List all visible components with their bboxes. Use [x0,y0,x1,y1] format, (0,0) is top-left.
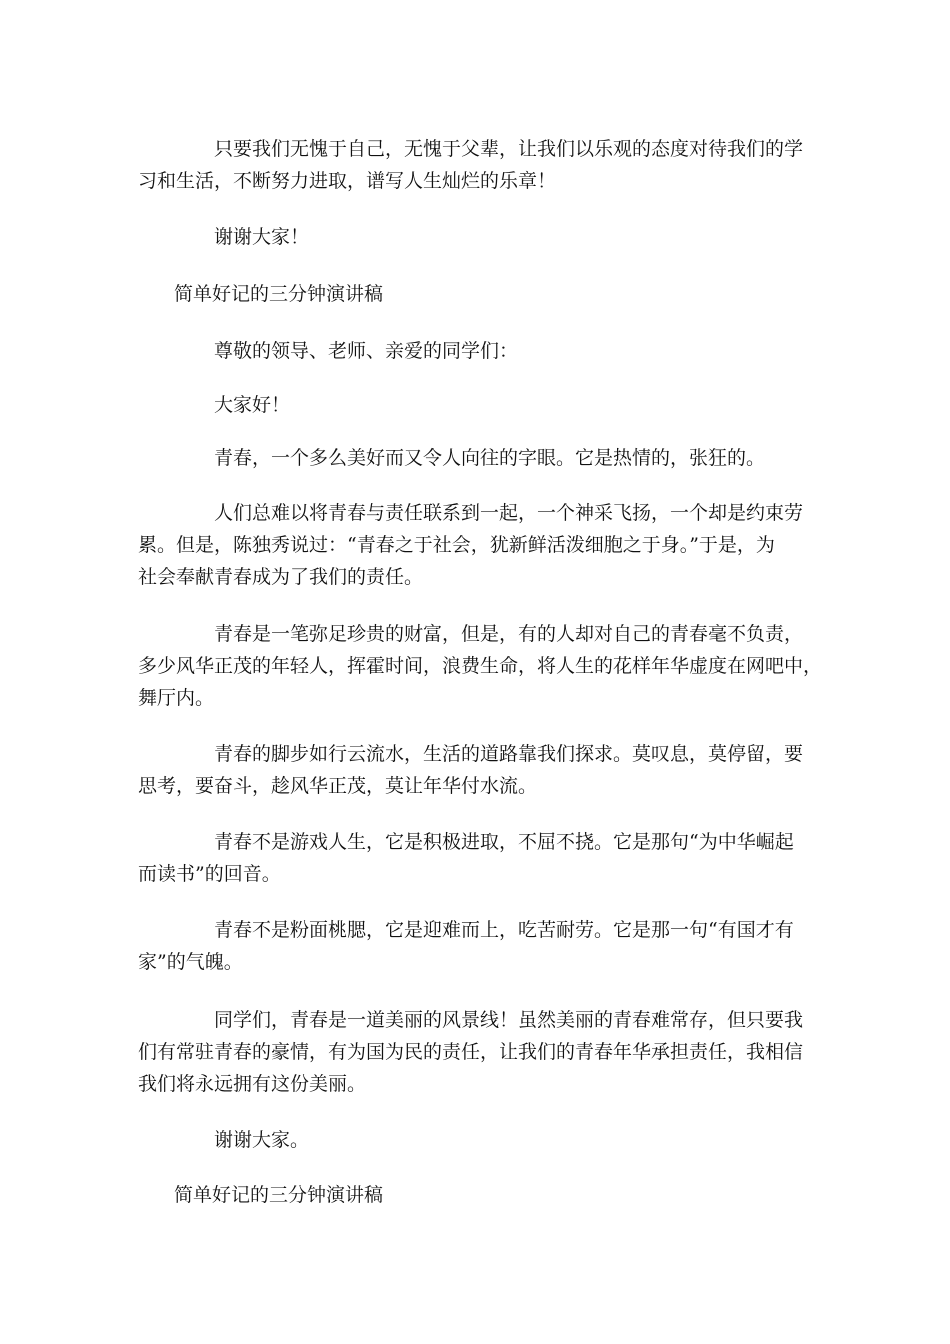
text-line: 青春不是游戏人生，它是积极进取，不屈不挠。它是那句“为中华崛起 [214,831,794,853]
text-line: 只要我们无愧于自己，无愧于父辈，让我们以乐观的态度对待我们的学 [214,138,804,160]
text-line: 青春不是粉面桃腮，它是迎难而上，吃苦耐劳。它是那一句“有国才有 [214,919,794,941]
paragraph-closing-1 [138,133,818,197]
paragraph-greeting [138,389,818,421]
text-line: 大家好！ [214,394,291,416]
paragraph-salutation [138,335,818,367]
paragraph-youth-not-game [138,826,818,890]
paragraph-thanks-1 [138,221,818,253]
text-line: 青春是一笔弥足珍贵的财富，但是，有的人却对自己的青春毫不负责， [214,623,804,645]
text-line: 社会奉献青春成为了我们的责任。 [138,566,424,588]
paragraph-youth-intro [138,442,818,474]
paragraph-thanks-2 [138,1124,818,1156]
text-line: 谢谢大家。 [214,1129,310,1151]
text-line: 家”的气魄。 [138,951,243,973]
text-line: 思考，要奋斗，趁风华正茂，莫让年华付水流。 [138,775,538,797]
section-heading-1 [138,278,818,310]
text-line: 而读书”的回音。 [138,863,281,885]
paragraph-youth-scenery [138,1004,818,1100]
text-line: 舞厅内。 [138,687,215,709]
text-line: 们有常驻青春的豪情，有为国为民的责任，让我们的青春年华承担责任，我相信 [138,1041,804,1063]
text-line: 多少风华正茂的年轻人，挥霍时间，浪费生命，将人生的花样年华虚度在网吧中， [138,655,823,677]
text-line: 我们将永远拥有这份美丽。 [138,1073,367,1095]
section-heading-2 [138,1179,818,1211]
text-line: 习和生活，不断努力进取，谱写人生灿烂的乐章！ [138,170,557,192]
paragraph-youth-wealth [138,618,823,714]
paragraph-youth-steps [138,738,818,802]
paragraph-youth-responsibility [138,497,818,593]
text-line: 青春，一个多么美好而又令人向往的字眼。它是热情的，张狂的。 [214,447,766,469]
text-line: 青春的脚步如行云流水，生活的道路靠我们探求。莫叹息，莫停留，要 [214,743,804,765]
text-line: 同学们，青春是一道美丽的风景线！虽然美丽的青春难常存，但只要我 [214,1009,804,1031]
text-line: 简单好记的三分钟演讲稿 [174,1184,384,1206]
text-line: 尊敬的领导、老师、亲爱的同学们： [214,340,519,362]
paragraph-youth-not-looks [138,914,818,978]
text-line: 人们总难以将青春与责任联系到一起，一个神采飞扬，一个却是约束劳 [214,502,804,524]
text-line: 谢谢大家！ [214,226,310,248]
text-line: 简单好记的三分钟演讲稿 [174,283,384,305]
text-line: 累。但是，陈独秀说过：“青春之于社会，犹新鲜活泼细胞之于身。”于是，为 [138,534,775,556]
